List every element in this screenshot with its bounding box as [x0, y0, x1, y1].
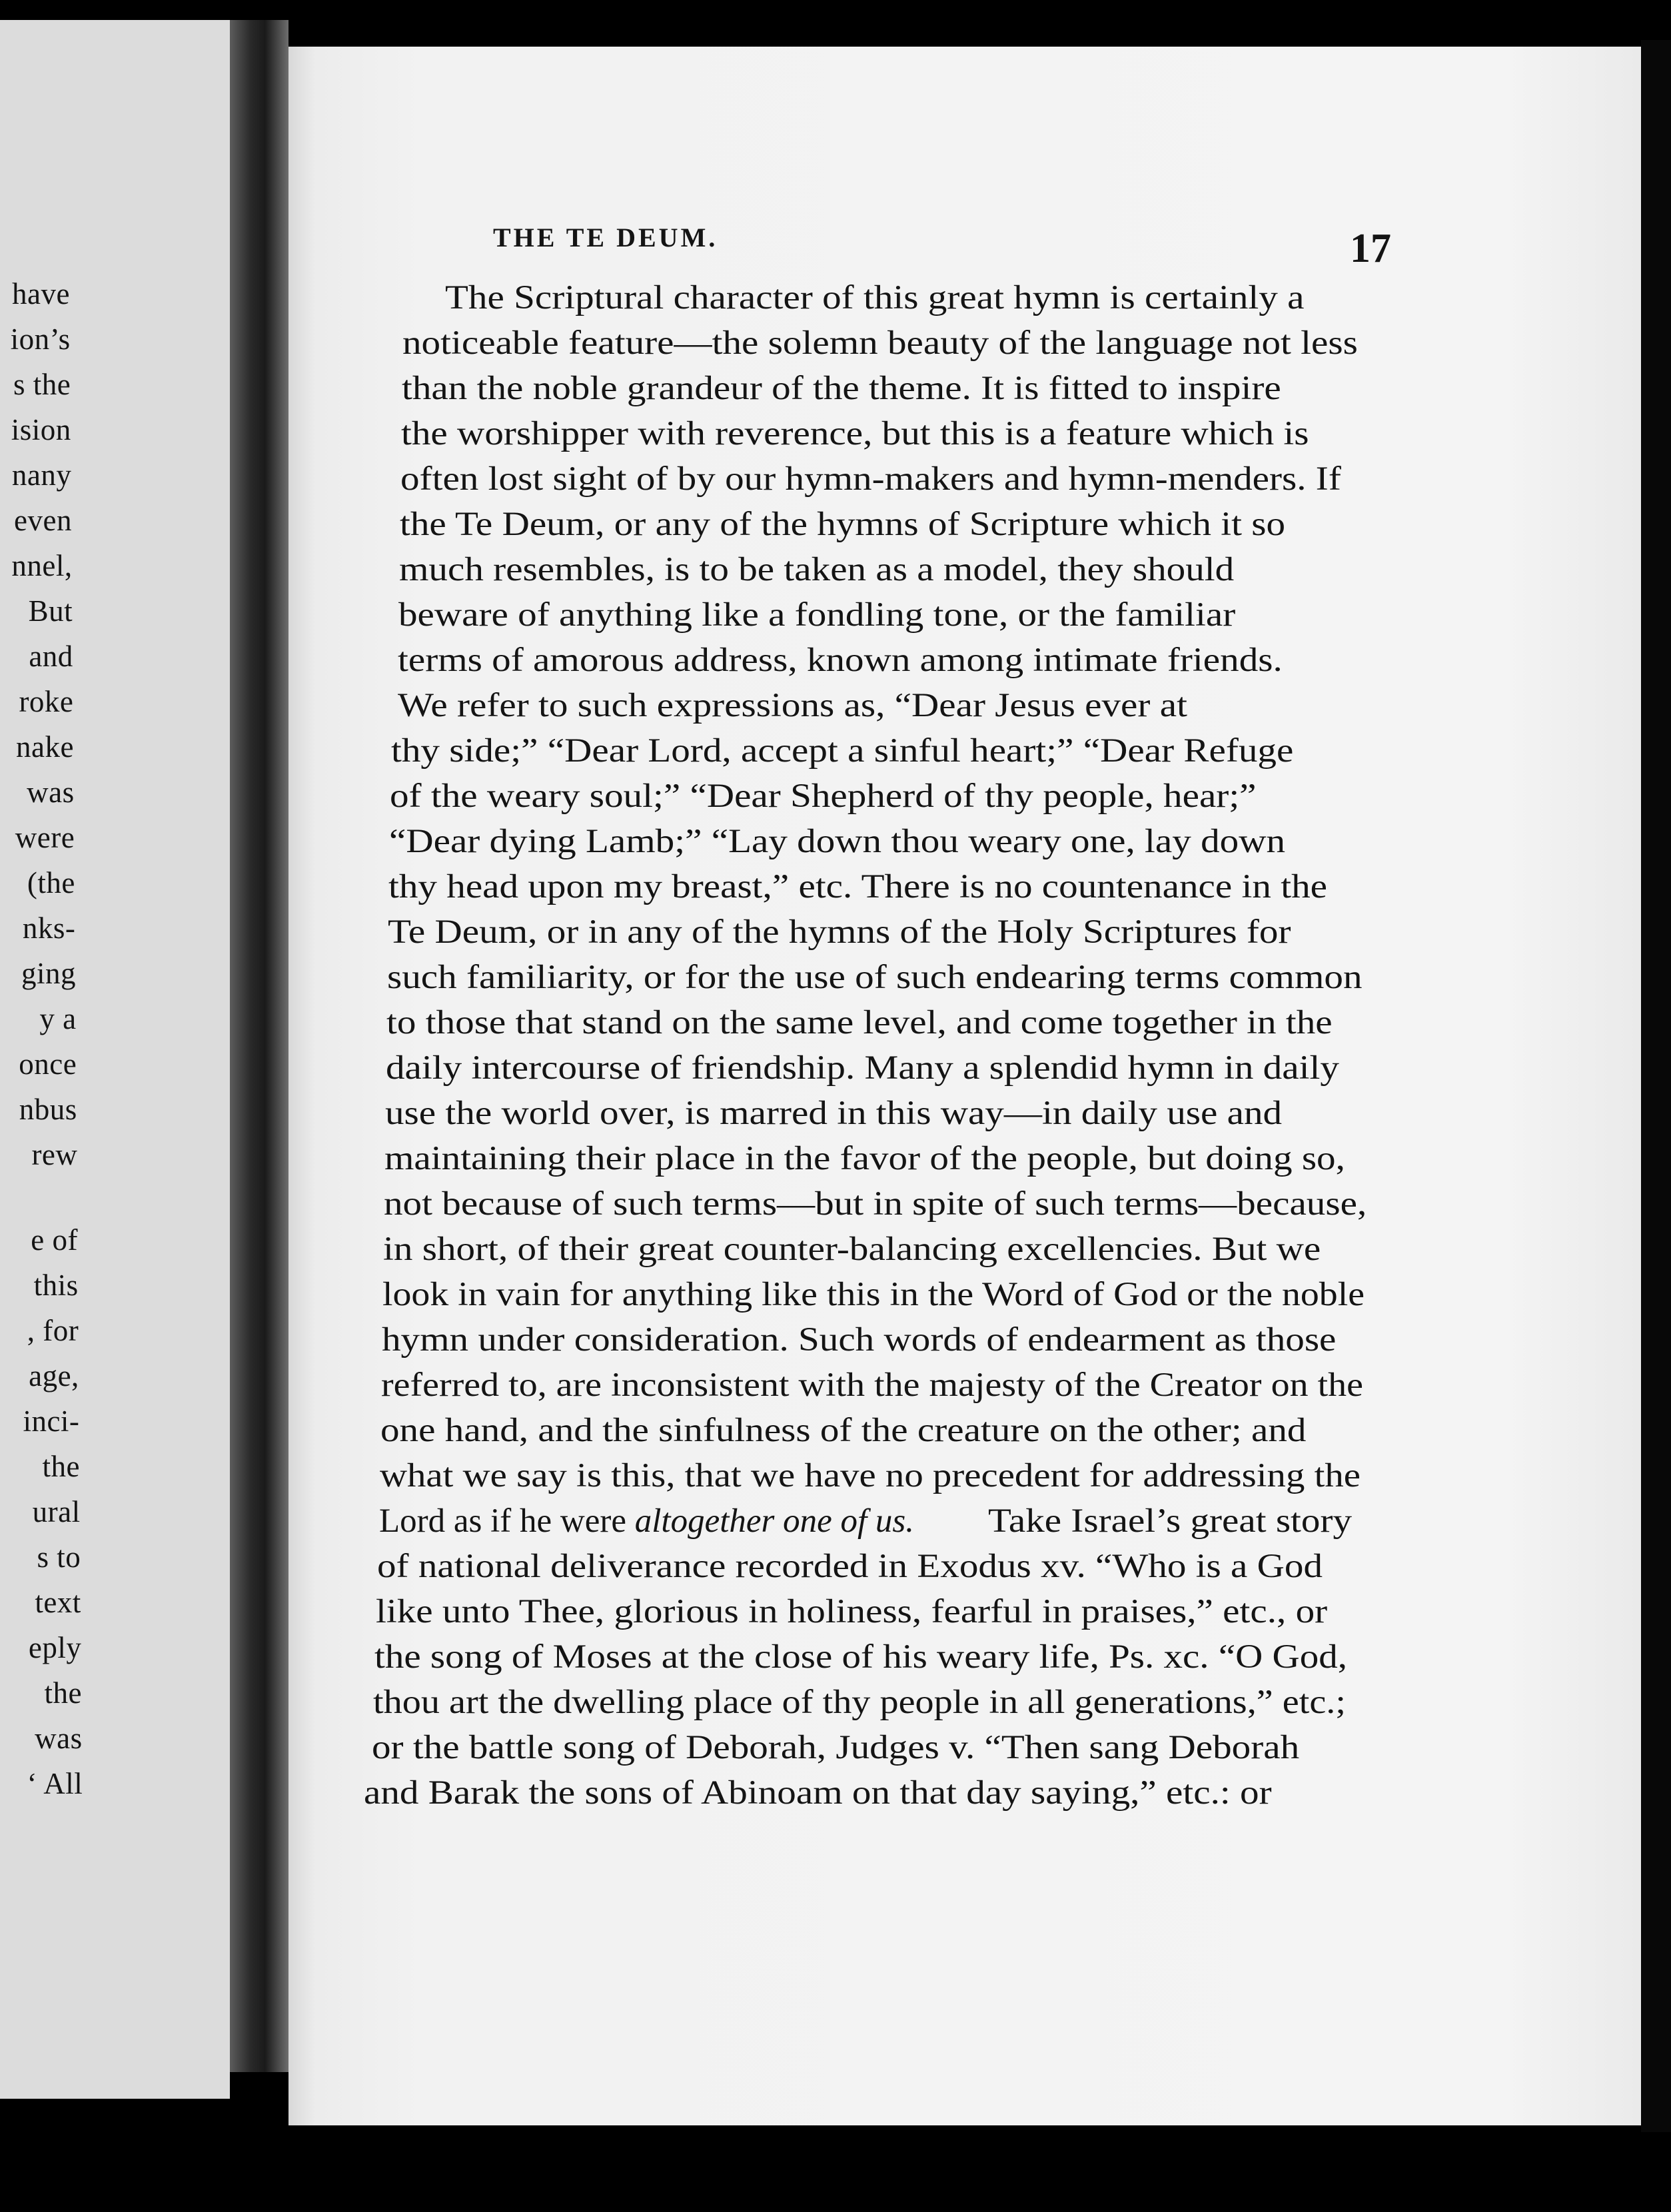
body-line: of national deliverance recorded in Exodus xv. “Who is a God: [377, 1548, 1323, 1585]
italic-phrase: altogether one of us.: [634, 1502, 915, 1540]
body-line: use the world over, is marred in this way—in daily use and: [385, 1095, 1283, 1132]
left-page-fragment: nany: [11, 458, 72, 492]
left-page-fragment: But: [28, 594, 73, 628]
left-page-fragment: eply: [28, 1631, 82, 1664]
left-page-fragment: ging: [21, 957, 76, 990]
body-line: referred to, are inconsistent with the majesty of the Creator on the: [381, 1367, 1363, 1404]
body-line: much resembles, is to be taken as a model, they should: [399, 551, 1235, 588]
left-page-fragment: nbus: [19, 1093, 77, 1126]
body-line: look in vain for anything like this in the Word of God or the noble: [382, 1276, 1365, 1313]
body-line: one hand, and the sinfulness of the creature on the other; and: [380, 1412, 1307, 1449]
left-page-fragment: roke: [19, 685, 74, 718]
body-line: or the battle song of Deborah, Judges v. “Then sang Deborah: [372, 1729, 1300, 1766]
body-line: We refer to such expressions as, “Dear Jesus ever at: [398, 687, 1187, 724]
left-page-fragment: ion’s: [10, 322, 71, 356]
left-page-fragment: , for: [27, 1314, 79, 1347]
left-page-fragment: were: [15, 821, 75, 854]
left-page-fragment: (the: [27, 866, 75, 899]
body-line: Take Israel’s great story: [988, 1502, 1353, 1540]
body-line: Te Deum, or in any of the hymns of the Holy Scriptures for: [388, 913, 1291, 951]
body-line: maintaining their place in the favor of the people, but doing so,: [384, 1140, 1345, 1177]
left-page-fragment: the: [44, 1676, 82, 1710]
body-line: the song of Moses at the close of his weary life, Ps. xc. “O God,: [374, 1638, 1348, 1676]
left-page-fragment: ‘ All: [27, 1767, 83, 1800]
left-page-fragment: ision: [11, 413, 71, 446]
left-page-fragment: inci-: [23, 1404, 80, 1438]
body-line: often lost sight of by our hymn-makers and hymn-menders. If: [400, 460, 1341, 498]
left-page-fragment: even: [14, 504, 72, 537]
left-page-fragment: was: [35, 1722, 83, 1755]
body-line: the Te Deum, or any of the hymns of Scripture which it so: [400, 506, 1286, 543]
body-line: and Barak the sons of Abinoam on that day saying,” etc.: or: [364, 1774, 1272, 1812]
left-page-fragment: have: [12, 277, 70, 310]
body-line: “Dear dying Lamb;” “Lay down thou weary one, lay down: [389, 823, 1286, 860]
body-line: thy side;” “Dear Lord, accept a sinful heart;” “Dear Refuge: [391, 732, 1294, 770]
body-line: what we say is this, that we have no precedent for addressing the: [380, 1457, 1361, 1494]
body-line: not because of such terms—but in spite of such terms—because,: [384, 1185, 1367, 1223]
left-facing-page: [0, 20, 230, 2099]
body-line: of the weary soul;” “Dear Shepherd of thy people, hear;”: [390, 778, 1257, 815]
left-page-fragment: s the: [13, 368, 71, 401]
body-line: than the noble grandeur of the theme. It is fitted to inspire: [402, 370, 1281, 407]
body-line: noticeable feature—the solemn beauty of the language not less: [402, 324, 1358, 362]
body-line: thou art the dwelling place of thy people in all generations,” etc.;: [373, 1684, 1346, 1721]
left-page-fragment: e of: [31, 1223, 78, 1257]
left-page-fragment: nks-: [22, 911, 76, 945]
left-page-fragment: once: [19, 1047, 77, 1081]
body-line: such familiarity, or for the use of such endearing terms common: [387, 959, 1363, 996]
left-page-fragment: was: [27, 776, 75, 809]
left-page-fragment: y a: [39, 1002, 77, 1035]
body-line-with-italic: [379, 1504, 914, 1538]
body-line: terms of amorous address, known among intimate friends.: [398, 642, 1283, 679]
left-page-fragment: the: [42, 1450, 80, 1483]
body-line: like unto Thee, glorious in holiness, fearful in praises,” etc., or: [376, 1593, 1328, 1630]
body-line: the worshipper with reverence, but this is a feature which is: [401, 415, 1309, 452]
body-line: daily intercourse of friendship. Many a splendid hymn in daily: [386, 1049, 1339, 1087]
left-page-fragment: nake: [16, 730, 74, 764]
left-page-fragment: text: [35, 1586, 81, 1619]
body-line: to those that stand on the same level, and come together in the: [386, 1004, 1333, 1041]
page-edge-shadow: [1641, 40, 1671, 2132]
running-head: THE TE DEUM.: [493, 223, 718, 253]
left-page-fragment: ural: [32, 1495, 81, 1528]
left-page-fragment: s to: [37, 1540, 81, 1574]
body-line: The Scriptural character of this great hymn is certainly a: [445, 279, 1305, 316]
left-page-fragment: rew: [31, 1138, 78, 1171]
left-page-fragment: nnel,: [11, 549, 73, 582]
left-page-fragment: this: [33, 1269, 79, 1302]
body-line: thy head upon my breast,” etc. There is no countenance in the: [388, 868, 1328, 905]
body-line: hymn under consideration. Such words of endearment as those: [382, 1321, 1337, 1359]
book-gutter: [230, 20, 288, 2072]
page-number: 17: [1350, 226, 1391, 271]
left-page-fragment: age,: [29, 1359, 79, 1392]
left-page-fragment: and: [29, 640, 73, 673]
body-line: in short, of their great counter-balancing excellencies. But we: [383, 1231, 1321, 1268]
body-line-start: Lord as if he were: [379, 1502, 635, 1540]
body-line: beware of anything like a fondling tone, or the familiar: [398, 596, 1236, 634]
